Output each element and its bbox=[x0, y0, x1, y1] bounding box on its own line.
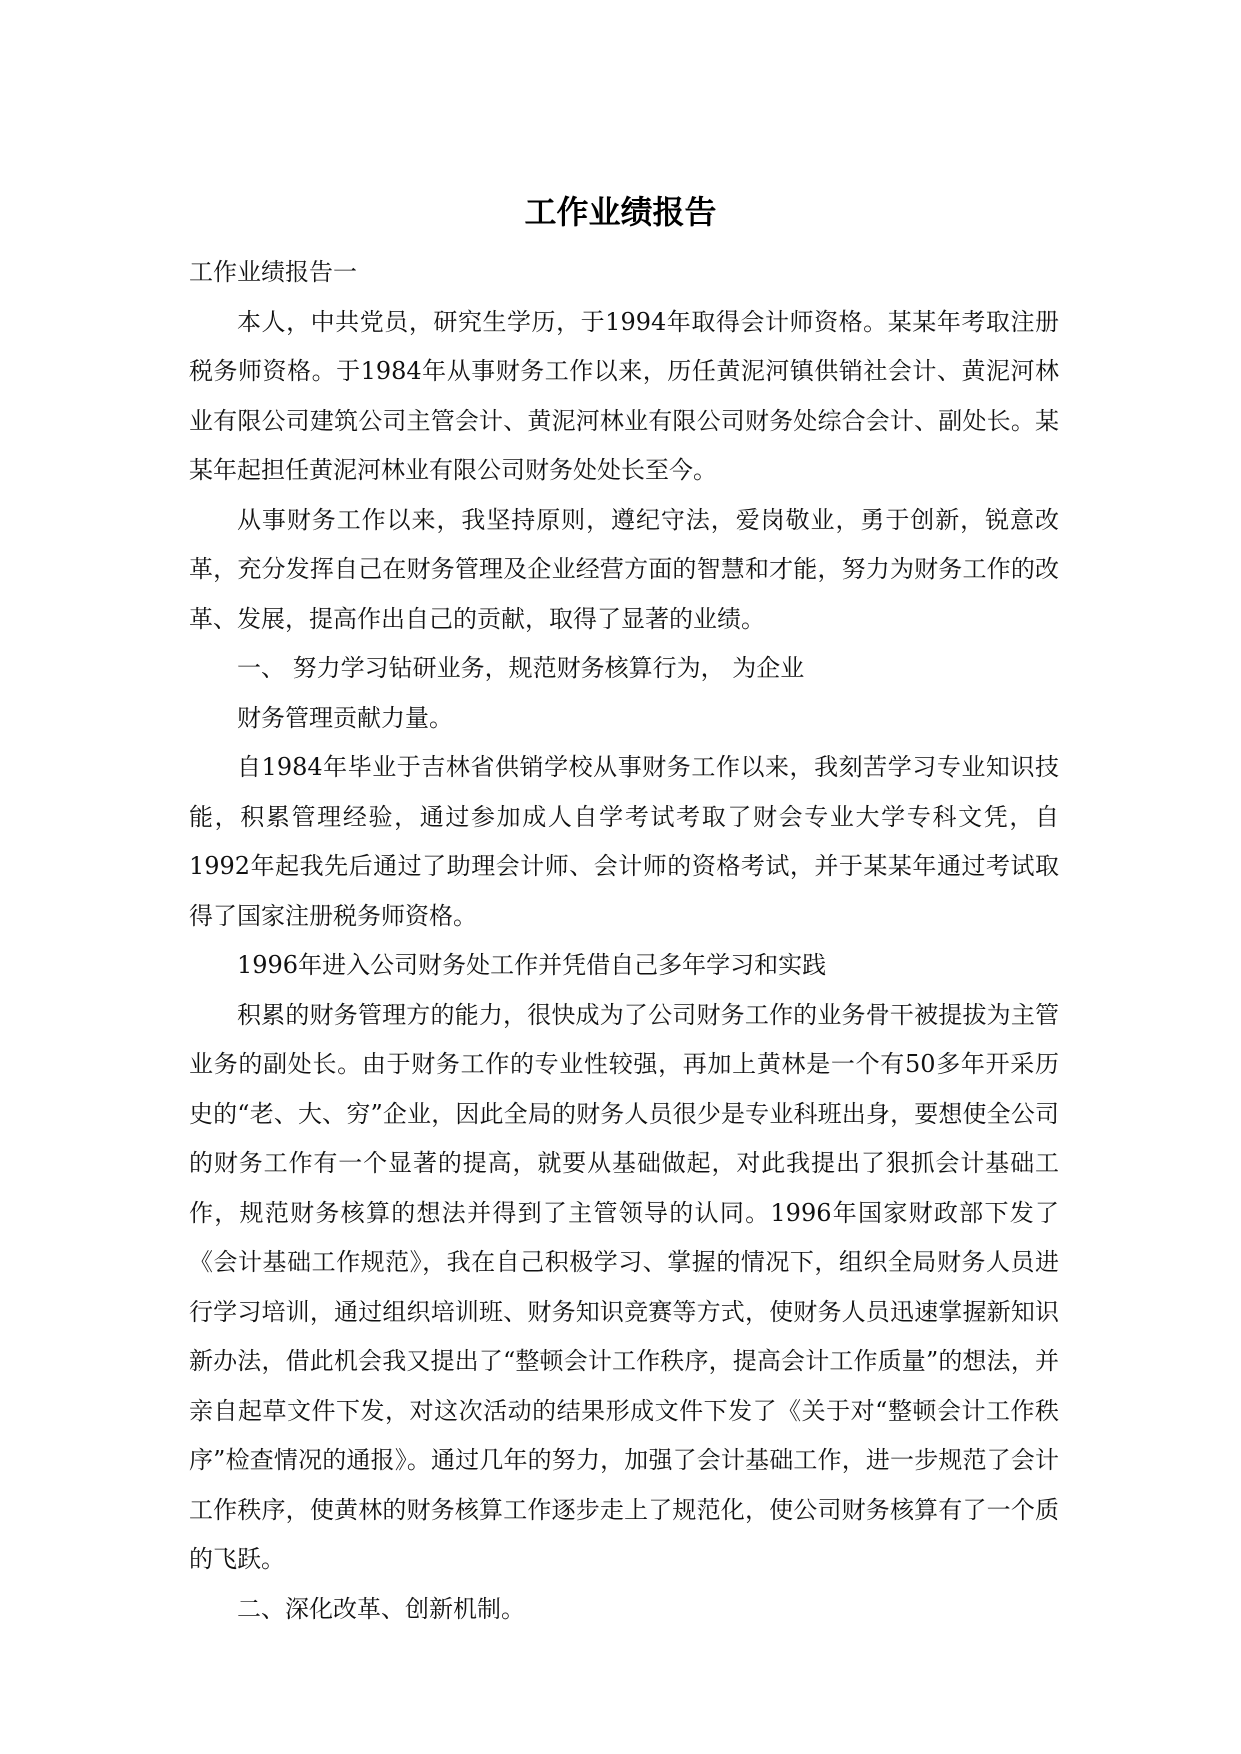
paragraph: 本人，中共党员，研究生学历，于1994年取得会计师资格。某某年考取注册税务师资格。于1984年从事财务工作以来，历任黄泥河镇供销社会计、黄泥河林业有限公司建筑公司主管会计、黄泥河林业有限公司财务处综合会计、副处长。某某年起担任黄泥河林业有限公司财务处处长至今。 bbox=[189, 307, 1059, 484]
paragraph: 自1984年毕业于吉林省供销学校从事财务工作以来，我刻苦学习专业知识技能，积累管理经验，通过参加成人自学考试考取了财会专业大学专科文凭，自1992年起我先后通过了助理会计师、会计师的资格考试，并于某某年通过考试取得了国家注册税务师资格。 bbox=[189, 753, 1059, 930]
section-heading: 二、深化改革、创新机制。 bbox=[237, 1594, 525, 1623]
document-body bbox=[189, 248, 1059, 1634]
paragraph-subtitle: 工作业绩报告一 bbox=[189, 258, 357, 286]
paragraph: 1996年进入公司财务处工作并凭借自己多年学习和实践 bbox=[237, 951, 827, 979]
section-heading-continued: 财务管理贡献力量。 bbox=[237, 703, 453, 732]
document-title: 工作业绩报告 bbox=[524, 193, 717, 231]
paragraph: 积累的财务管理方的能力，很快成为了公司财务工作的业务骨干被提拔为主管业务的副处长。由于财务工作的专业性较强，再加上黄林是一个有50多年开采历史的“老、大、穷”企业，因此全局的财务人员很少是专业科班出身，要想使全公司的财务工作有一个显著的提高，就要从基础做起，对此我提出了狠抓会计基础工作，规范财务核算的想法并得到了主管领导的认同。1996年国家财政部下发了《会计基础工作规范》，我在自己积极学习、掌握的情况下，组织全局财务人员进行学习培训，通过组织培训班、财务知识竞赛等方式，使财务人员迅速掌握新知识新办法，借此机会我又提出了“整顿会计工作秩序，提高会计工作质量”的想法，并亲自起草文件下发，对这次活动的结果形成文件下发了《关于对“整顿会计工作秩序”检查情况的通报》。通过几年的努力，加强了会计基础工作，进一步规范了会计工作秩序，使黄林的财务核算工作逐步走上了规范化，使公司财务核算有了一个质的飞跃。 bbox=[189, 1000, 1059, 1573]
paragraph: 从事财务工作以来，我坚持原则，遵纪守法，爱岗敬业，勇于创新，锐意改革，充分发挥自己在财务管理及企业经营方面的智慧和才能，努力为财务工作的改革、发展，提高作出自己的贡献，取得了显著的业绩。 bbox=[189, 505, 1059, 633]
section-heading: 一、 努力学习钻研业务，规范财务核算行为， 为企业 bbox=[237, 654, 805, 682]
